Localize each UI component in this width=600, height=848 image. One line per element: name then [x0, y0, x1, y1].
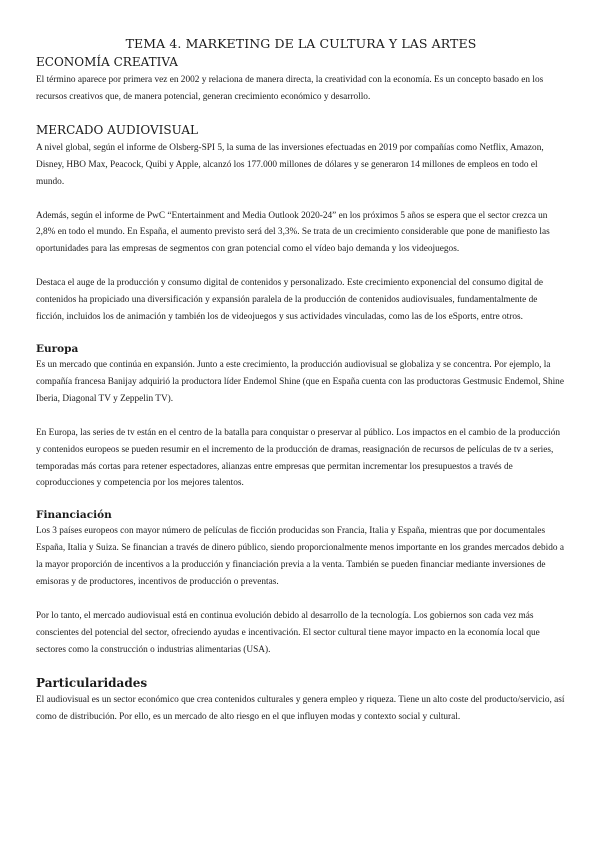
section-particularidades [36, 676, 566, 726]
paragraph: Los 3 países europeos con mayor número de películas de ficción producidas son Francia, Italia y España, mientras que por documentales España, Italia y Suiza. Se financian a través de dinero público, siendo proporcionalmente menos importante en los grandes mercados debido a la mayor proporción de incentivos a la producción y financiación previa a la venta. También se pueden financiar mediante inversiones de emisoras y de productores, incentivos de producción o preventas. [36, 526, 564, 588]
paragraph: En Europa, las series de tv están en el centro de la batalla para conquistar o preservar al público. Los impactos en el cambio de la producción y contenidos europeos se pueden resumir en el incremento de la producción de dramas, reasignación de recursos de películas de tv a series, temporadas más cortas para retener espectadores, alianzas entre empresas que permitan incrementar los presupuestos a través de coproducciones y competencia por los mejores talentos. [36, 427, 561, 489]
document-title: TEMA 4. MARKETING DE LA CULTURA Y LAS ARTES [125, 36, 477, 51]
paragraph: El término aparece por primera vez en 2002 y relaciona de manera directa, la creatividad con la economía. Es un concepto basado en los recursos creativos que, de manera potencial, generan crecimiento económico y desarrollo. [36, 75, 544, 102]
paragraph: Por lo tanto, el mercado audiovisual está en continua evolución debido al desarrollo de la tecnología. Los gobiernos son cada vez más conscientes del potencial del sector, ofreciendo ayudas e incentivación. El sector cultural tiene mayor impacto en la economía local que sectores como la construcción o industrias alimentarias (USA). [36, 610, 540, 655]
subsection-heading: Financiación [36, 509, 112, 522]
paragraph: A nivel global, según el informe de Olsberg-SPI 5, la suma de las inversiones efectuadas en 2019 por compañías como Netflix, Amazon, Disney, HBO Max, Peacock, Quibi y Apple, alcanzó los 177.000 millones de dólares y se generaron 14 millones de empleos en todo el mundo. [36, 142, 544, 187]
section-heading: ECONOMÍA CREATIVA [36, 55, 178, 69]
paragraph: Además, según el informe de PwC “Entertainment and Media Outlook 2020-24” en los próximos 5 años se espera que el sector crezca un 2,8% en todo el mundo. En España, el aumento previsto será del 3,3%. Se trata de un crecimiento considerable que pone de manifiesto las oportunidades para las empresas de segmentos con gran potencial como el vídeo bajo demanda y los videojuegos. [36, 210, 550, 255]
subsection-heading: Europa [36, 342, 79, 355]
subsection-heading: Particularidades [36, 675, 148, 690]
paragraph: Es un mercado que continúa en expansión. Junto a este crecimiento, la producción audiovisual se globaliza y se concentra. Por ejemplo, la compañía francesa Banijay adquirió la productora líder Endemol Shine (que en España cuenta con las productoras Gestmusic Endemol, Shine Iberia, Diagonal TV y Zeppelin TV). [36, 359, 564, 404]
section-economia-creativa [36, 55, 566, 106]
section-mercado-audiovisual [36, 123, 566, 326]
paragraph: Destaca el auge de la producción y consumo digital de contenidos y personalizado. Este crecimiento exponencial del consumo digital de contenidos ha propiciado una diversificación y expansión paralela de la producción de contenidos audiovisuales, fundamentalmente de ficción, incluidos los de animación y también los de videojuegos y sus actividades vinculadas, como las de los eSports, entre otros. [36, 278, 544, 323]
section-heading: MERCADO AUDIOVISUAL [36, 122, 198, 137]
section-europa [36, 343, 566, 492]
paragraph: El audiovisual es un sector económico que crea contenidos culturales y genera empleo y riqueza. Tiene un alto coste del producto/servicio, así como de distribución. Por ello, es un mercado de alto riesgo en el que influyen modas y contexto social y cultural. [36, 694, 565, 722]
section-financiacion [36, 509, 566, 658]
document-page [36, 36, 566, 725]
